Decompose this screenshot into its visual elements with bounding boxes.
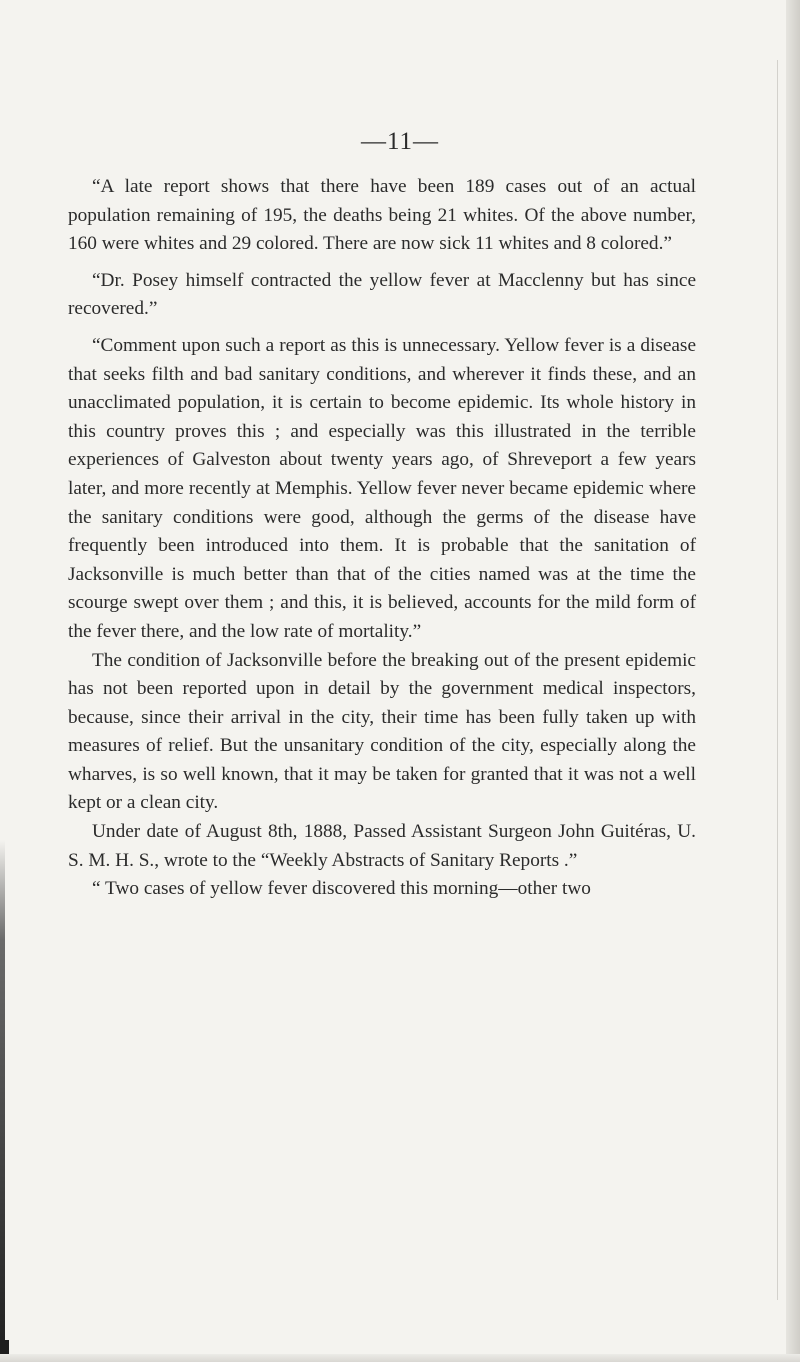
page-body bbox=[68, 173, 696, 904]
paragraph-under-date: Under date of August 8th, 1888, Passed Assistant Surgeon John Guitéras, U. S. M. H. S., wrote to the “Weekly Abstracts of Sanitary Reports .” bbox=[68, 821, 696, 871]
paragraph-two-cases: “ Two cases of yellow fever discovered this morning—other two bbox=[92, 878, 591, 900]
paragraph-report: “A late report shows that there have been 189 cases out of an actual population remaining of 195, the deaths being 21 whites. Of the above number, 160 were whites and 29 colored. There are now sick 11 whites and 8 colored.” bbox=[68, 176, 696, 255]
page-edge-right bbox=[786, 0, 800, 1362]
page-fold-line bbox=[777, 60, 778, 1300]
page-bottom-edge bbox=[0, 1354, 800, 1362]
binding-shadow bbox=[0, 840, 5, 1340]
paragraph-condition: The condition of Jacksonville before the breaking out of the present epidemic has not been reported upon in detail by the government medical inspectors, because, since their arrival in the city, their time has been fully taken up with measures of relief. But the unsanitary condition of the city, especially along the wharves, is so well known, that it may be taken for granted that it was not a well kept or a clean city. bbox=[68, 649, 696, 814]
page-number: —11— bbox=[360, 128, 440, 155]
paragraph-comment: “Comment upon such a report as this is unnecessary. Yellow fever is a disease that seeks filth and bad sanitary conditions, and wherever it finds these, and an unacclimated population, it is certain to become epidemic. Its whole history in this country proves this ; and especially was this illustrated in the terrible experiences of Galveston about twenty years ago, of Shreveport a few years later, and more recently at Memphis. Yellow fever never became epidemic where the sanitary conditions were good, although the germs of the disease have frequently been introduced into them. It is probable that the sanitation of Jacksonville is much better than that of the cities named was at the time the scourge swept over them ; and this, it is believed, accounts for the mild form of the fever there, and the low rate of mortality.” bbox=[68, 334, 696, 642]
paragraph-posey: “Dr. Posey himself contracted the yellow fever at Macclenny but has since recovered.” bbox=[68, 269, 696, 320]
